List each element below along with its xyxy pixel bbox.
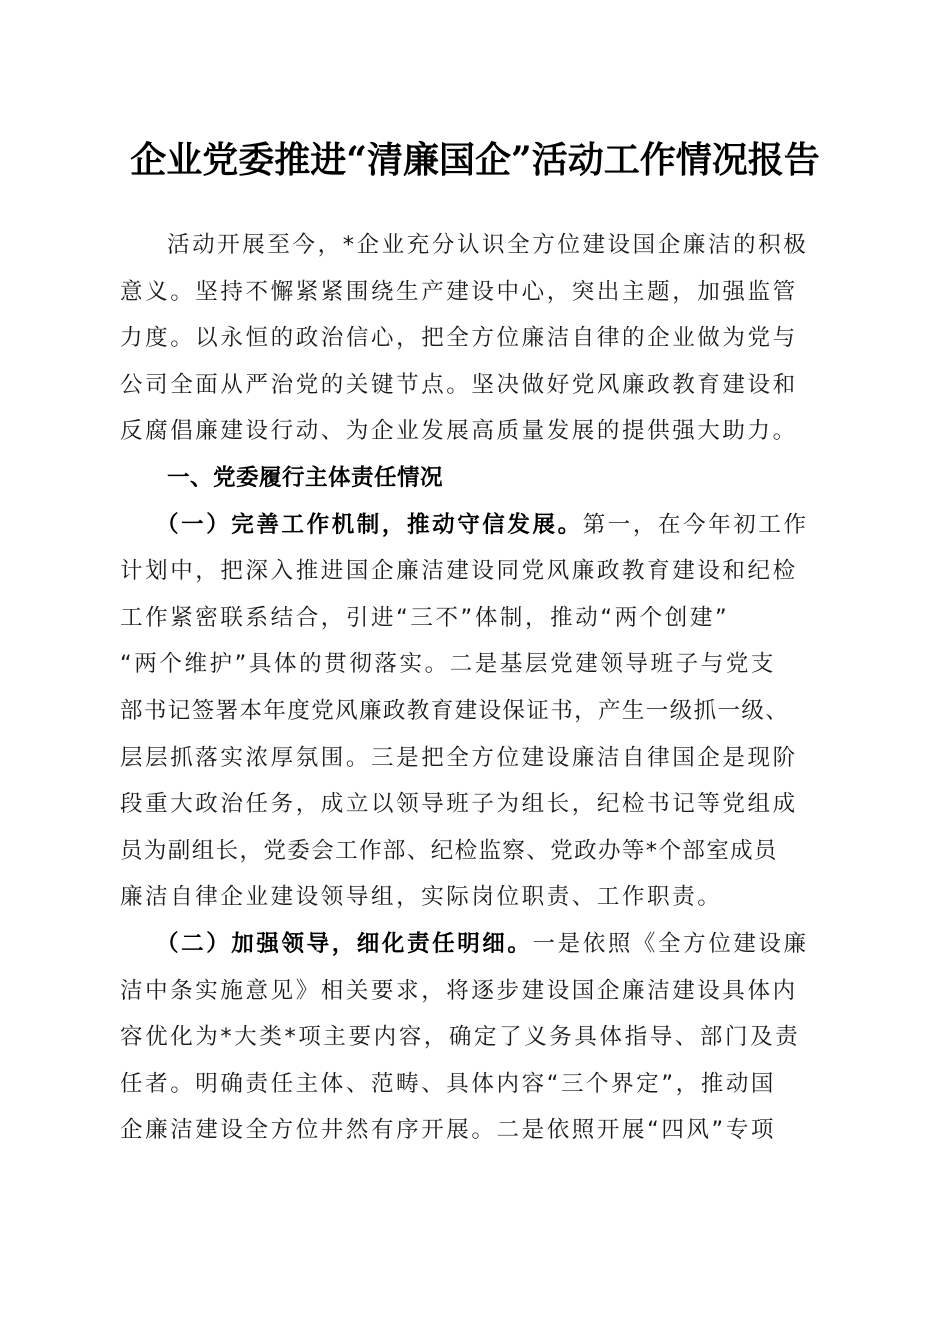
paragraph-line: 廉洁自律企业建设领导组，实际岗位职责、工作职责。 (120, 884, 723, 911)
paragraph-line (120, 921, 840, 968)
paragraph-line: 洁中条实施意见》相关要求，将逐步建设国企廉洁建设具体内 (120, 977, 798, 1004)
paragraph-line (120, 502, 840, 549)
paragraph-line: 计划中，把深入推进国企廉洁建设同党风廉政教育建设和纪检 (120, 558, 798, 585)
paragraph-text: 第一，在今年初工作 (582, 511, 809, 538)
paragraph-line: 层层抓落实浓厚氛围。三是把全方位建设廉洁自律国企是现阶 (120, 744, 798, 771)
paragraph-line: 力度。以永恒的政治信心，把全方位廉洁自律的企业做为党与 (120, 325, 798, 352)
paragraph-line: 部书记签署本年度党风廉政教育建设保证书，产生一级抓一级、 (120, 697, 790, 724)
paragraph-line: 反腐倡廉建设行动、为企业发展高质量发展的提供强大助力。 (120, 418, 798, 445)
paragraph-text: 一是依照《全方位建设廉 (532, 930, 809, 957)
paragraph-line: 企廉洁建设全方位井然有序开展。二是依照开展“四风”专项 (120, 1117, 777, 1144)
document-body (120, 222, 840, 1154)
paragraph-line: 段重大政治任务，成立以领导班子为组长，纪检书记等党组成 (120, 791, 798, 818)
paragraph-line: 意义。坚持不懈紧紧围绕生产建设中心，突出主题，加强监管 (120, 278, 798, 305)
paragraph-line: 容优化为*大类*项主要内容，确定了义务具体指导、部门及责 (120, 1024, 801, 1051)
subsection-lead: （一）完善工作机制，推动守信发展。 (156, 511, 583, 538)
paragraph-line: 公司全面从严治党的关键节点。坚决做好党风廉政教育建设和 (120, 371, 798, 398)
paragraph-line: 工作紧密联系结合，引进“三不”体制，推动“两个创建” (120, 604, 730, 631)
paragraph-line: “两个维护”具体的贯彻落实。二是基层党建领导班子与党支 (120, 651, 777, 678)
subsection-lead: （二）加强领导，细化责任明细。 (156, 930, 533, 957)
paragraph-line: 任者。明确责任主体、范畴、具体内容“三个界定”，推动国 (120, 1070, 777, 1097)
paragraph-line: 员为副组长，党委会工作部、纪检监察、党政办等*个部室成员 (120, 837, 778, 864)
section-heading: 一、党委履行主体责任情况 (167, 464, 444, 491)
paragraph-line: 活动开展至今，*企业充分认识全方位建设国企廉洁的积极 (167, 232, 809, 258)
document-title: 企业党委推进“清廉国企”活动工作情况报告 (130, 139, 820, 181)
